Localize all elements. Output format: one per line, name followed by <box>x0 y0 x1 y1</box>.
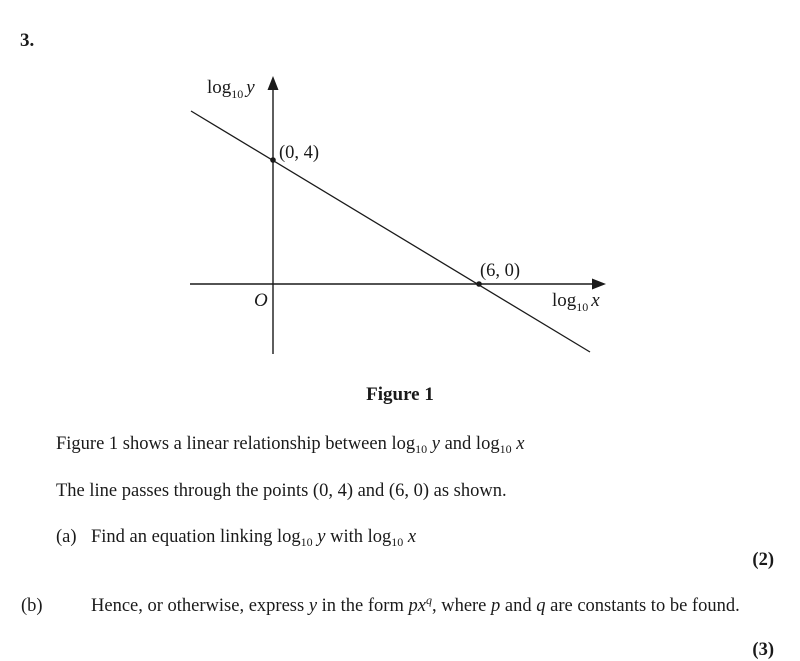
x-axis-arrow <box>592 279 606 290</box>
origin-label: O <box>254 290 268 311</box>
part-a: (a) Find an equation linking $\log_{10} y$ with $\log_{10} x$ <box>56 527 417 549</box>
y-axis-arrow <box>268 76 279 90</box>
part-b: (b) Hence, or otherwise, express y in the form $px^q$, where p and q are constants to be found. <box>21 593 740 616</box>
part-b-marks: (3) <box>752 640 774 660</box>
graph-line <box>191 111 590 352</box>
part-b-label: (b) <box>21 596 43 616</box>
part-a-marks: (2) <box>752 550 774 570</box>
paragraph-relationship: Figure 1 shows a linear relationship between $\log_{10} y$ and $\log_{10} x$ <box>56 434 525 456</box>
part-a-label: (a) <box>56 527 77 547</box>
point-a-label: (0, 4) <box>279 143 320 163</box>
point-x-intercept <box>476 281 482 287</box>
y-axis-label: $\log_{10} y$ <box>207 77 255 101</box>
question-number: 3. <box>20 30 35 51</box>
paragraph-points: The line passes through the points (0, 4) and (6, 0) as shown. <box>56 481 507 501</box>
x-axis-label: $\log_{10} x$ <box>552 290 600 314</box>
point-y-intercept <box>270 157 276 163</box>
point-b-label: (6, 0) <box>480 261 521 281</box>
figure-caption: Figure 1 <box>366 384 434 405</box>
